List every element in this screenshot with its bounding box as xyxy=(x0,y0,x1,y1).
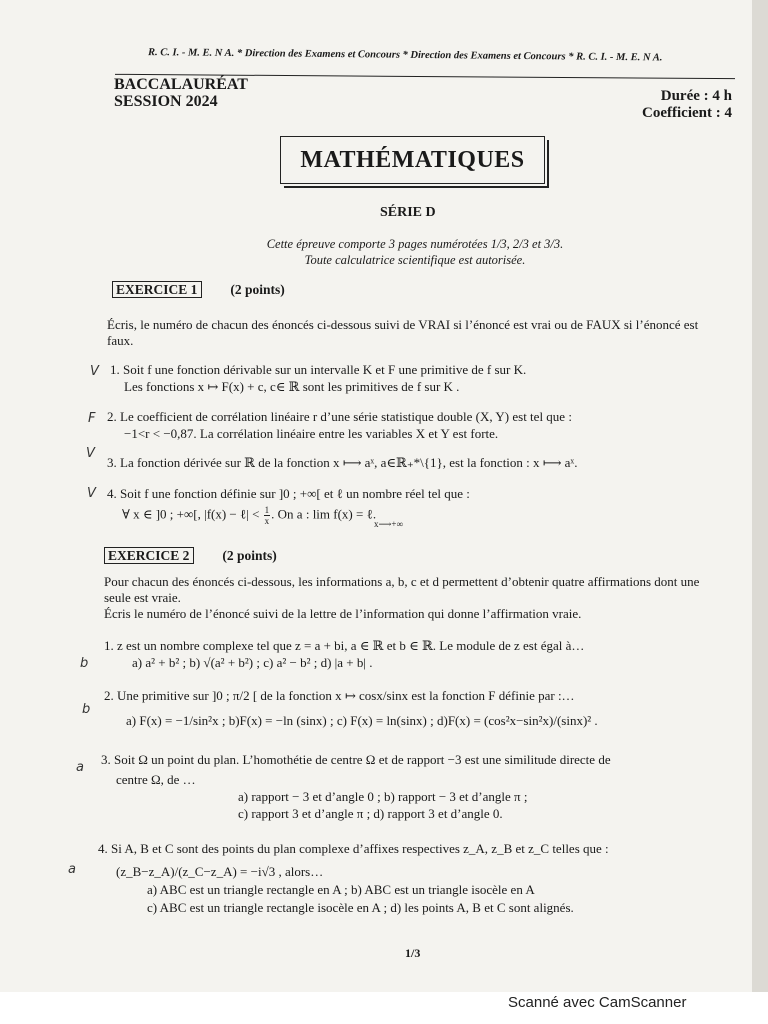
ex2-q4-options-2: c) ABC est un triangle rectangle isocèle en A ; d) les points A, B et C sont alignés. xyxy=(147,900,574,915)
handwritten-mark-7: a xyxy=(76,760,84,775)
serie-label: SÉRIE D xyxy=(380,205,436,220)
handwritten-mark-2: F xyxy=(88,411,96,426)
handwritten-mark-8: a xyxy=(68,862,76,877)
handwritten-mark-1: V xyxy=(90,364,99,379)
ex2-q3-options-1: a) rapport − 3 et d’angle 0 ; b) rapport − 3 et d’angle π ; xyxy=(238,789,528,804)
handwritten-mark-3: V xyxy=(86,446,95,461)
page-number: 1/3 xyxy=(405,946,421,960)
exercise-2-instruction-2: Écris le numéro de l’énoncé suivi de la lettre de l’information qui donne l’affirmation vraie. xyxy=(104,606,582,621)
intro-calculator: Toute calculatrice scientifique est autorisée. xyxy=(304,253,526,267)
exercise-2-heading xyxy=(104,548,277,564)
exercise-2-label: EXERCICE 2 xyxy=(104,547,194,564)
page-title: MATHÉMATIQUES xyxy=(300,146,525,173)
intro-pages: Cette épreuve comporte 3 pages numérotées 1/3, 2/3 et 3/3. xyxy=(266,237,564,251)
ex1-q2-line1: 2. Le coefficient de corrélation linéaire r d’une série statistique double (X, Y) est tel que : xyxy=(107,409,572,424)
handwritten-mark-6: b xyxy=(82,702,91,717)
ex1-q4-line1: 4. Soit f une fonction définie sur ]0 ; +∞[ et ℓ un nombre réel tel que : xyxy=(107,486,470,501)
ex1-q4-line2 xyxy=(122,505,376,526)
camscanner-watermark: Scanné avec CamScanner xyxy=(508,994,687,1011)
handwritten-mark-4: V xyxy=(87,486,96,501)
institution-header: R. C. I. - M. E. N A. * Direction des Examens et Concours * Direction des Examens et Concours * R. C. I. - M. E. N A. xyxy=(147,47,663,64)
exercise-1-instruction: Écris, le numéro de chacun des énoncés ci-dessous suivi de VRAI si l’énoncé est vrai ou de FAUX si l’énoncé est faux. xyxy=(107,317,699,348)
exam-intro xyxy=(200,236,630,268)
ex1-q4-fraction: $\frac{1}{x}$ xyxy=(264,505,270,526)
session-label: SESSION 2024 xyxy=(114,93,218,110)
ex1-q4-limit-sub: x⟶+∞ xyxy=(374,519,403,529)
exercise-1-points: (2 points) xyxy=(230,282,285,297)
ex2-q3-line2: centre Ω, de … xyxy=(116,772,196,787)
ex1-q4-limit: . On a : lim f(x) = ℓ. xyxy=(271,506,377,522)
page-edge xyxy=(752,0,768,1024)
exercise-1-heading xyxy=(112,282,285,298)
ex2-q4-line2: (z_B−z_A)/(z_C−z_A) = −i√3 , alors… xyxy=(116,864,324,879)
exam-meta xyxy=(612,88,732,122)
handwritten-mark-5: b xyxy=(80,656,89,671)
ex2-q1: 1. z est un nombre complexe tel que z = a + bi, a ∈ ℝ et b ∈ ℝ. Le module de z est égal à… xyxy=(104,638,585,653)
ex2-q4-line1: 4. Si A, B et C sont des points du plan complexe d’affixes respectives z_A, z_B et z_C telles que : xyxy=(98,841,609,856)
ex1-q2-line2: −1<r < −0,87. La corrélation linéaire entre les variables X et Y est forte. xyxy=(124,426,499,441)
ex2-q3-line1: 3. Soit Ω un point du plan. L’homothétie de centre Ω et de rapport −3 est une similitude directe de xyxy=(101,752,611,767)
ex2-q1-options: a) a² + b² ; b) √(a² + b²) ; c) a² − b² ; d) |a + b| . xyxy=(132,655,373,670)
ex2-q2: 2. Une primitive sur ]0 ; π/2 [ de la fonction x ↦ cosx/sinx est la fonction F définie par :… xyxy=(104,688,575,703)
ex2-q4-options-1: a) ABC est un triangle rectangle en A ; b) ABC est un triangle isocèle en A xyxy=(147,882,535,897)
bac-label: BACCALAURÉAT xyxy=(114,76,248,93)
exercise-1-label: EXERCICE 1 xyxy=(112,281,202,298)
ex2-q2-options: a) F(x) = −1/sin²x ; b)F(x) = −ln (sinx) ; c) F(x) = ln(sinx) ; d)F(x) = (cos²x−sin²x)/(sinx)² . xyxy=(126,713,598,728)
ex1-q1-line2: Les fonctions x ↦ F(x) + c, c∈ ℝ sont les primitives de f sur K . xyxy=(124,379,460,394)
ex1-q4-inequality: ∀ x ∈ ]0 ; +∞[, |f(x) − ℓ| < xyxy=(122,506,260,522)
title-box xyxy=(280,136,545,184)
exercise-2-points: (2 points) xyxy=(222,548,277,563)
exam-type xyxy=(114,76,248,110)
duration-label: Durée : 4 h xyxy=(660,88,732,104)
ex2-q3-options-2: c) rapport 3 et d’angle π ; d) rapport 3 et d’angle 0. xyxy=(238,806,503,821)
exercise-2-instruction-1: Pour chacun des énoncés ci-dessous, les informations a, b, c et d permettent d’obtenir quatre affirmations dont une seule est vraie. xyxy=(104,574,700,605)
ex1-q3: 3. La fonction dérivée sur ℝ de la fonction x ⟼ aˣ, a∈ℝ₊*\{1}, est la fonction : x ⟼ aˣ. xyxy=(107,455,578,470)
coefficient-label: Coefficient : 4 xyxy=(642,105,732,121)
ex1-q1-line1: 1. Soit f une fonction dérivable sur un intervalle K et F une primitive de f sur K. xyxy=(110,362,527,377)
